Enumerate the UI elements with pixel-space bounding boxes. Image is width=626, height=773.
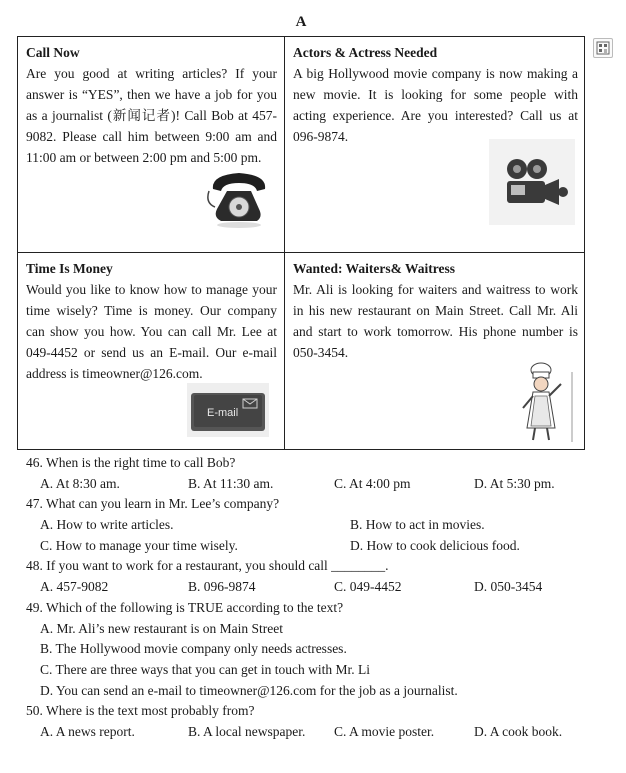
question-48: 48. If you want to work for a restaurant, you should call ________. [26,558,389,574]
option: A. 457-9082 [40,579,109,595]
email-key-label: E-mail [207,407,239,419]
ad-title: Time Is Money [26,261,113,276]
options-49-d [26,681,606,702]
section-letter: A [295,14,307,30]
option: B. A local newspaper. [188,724,306,740]
ad-title: Call Now [26,45,80,60]
options-49-a [26,619,606,640]
options-46 [26,474,606,495]
option: A. How to write articles. [40,517,174,533]
options-47-row1 [26,515,606,536]
ad-body: Would you like to know how to manage your time wisely? Time is money. Our company can show you how. You can call Mr. Lee at 049-4452 or send us an E-mail. Our e-mail address is timeowner@126.com. [26,282,277,381]
question-47: 47. What can you learn in Mr. Lee’s company? [26,496,280,512]
chef-icon [515,362,577,449]
option: A. A news report. [40,724,135,740]
options-49-c [26,660,606,681]
options-50 [26,722,606,743]
options-49-b [26,639,606,660]
option: B. How to act in movies. [350,517,485,533]
option: C. At 4:00 pm [334,475,411,491]
option: C. A movie poster. [334,724,435,740]
ad-body: A big Hollywood movie company is now making a new movie. It is looking for some people with acting experience. Are you interested? Call us at 096-9874. [293,66,578,144]
option: C. There are three ways that you can get in touch with Mr. Li [40,661,371,677]
question-49: 49. Which of the following is TRUE according to the text? [26,599,344,615]
options-48 [26,577,606,598]
telephone-icon [205,167,269,234]
option: C. How to manage your time wisely. [40,537,238,553]
option: D. At 5:30 pm. [474,475,555,491]
ad-body: Are you good at writing articles? If your answer is “YES”, then we have a job for you as a journalist (新闻记者)! Call Bob at 457-9082. Please call him between 9:00 am and 11:00 am or between 2:00 pm and 5:00 pm. [26,66,277,165]
option: D. 050-3454 [474,579,543,595]
scan-icon[interactable] [593,38,613,58]
option: D. A cook book. [474,724,563,740]
movie-camera-icon [489,139,575,230]
option: B. The Hollywood movie company only needs actresses. [40,641,347,657]
ad-body: Mr. Ali is looking for waiters and waitress to work in his new restaurant on Main Street. Call Mr. Ali and start to work tomorrow. His phone number is 050-3454. [293,282,578,360]
option: B. At 11:30 am. [188,475,274,491]
option: D. You can send an e-mail to timeowner@126.com for the job as a journalist. [40,682,458,698]
option: C. 049-4452 [334,579,402,595]
option: A. At 8:30 am. [40,475,120,491]
questions-section [26,453,606,743]
ad-title: Wanted: Waiters& Waitress [293,261,455,276]
question-46: 46. When is the right time to call Bob? [26,455,236,470]
option: A. Mr. Ali’s new restaurant is on Main Street [40,620,283,636]
option: B. 096-9874 [188,579,256,595]
ad-title: Actors & Actress Needed [293,45,438,60]
options-47-row2 [26,536,606,557]
email-key-icon [187,383,269,437]
question-50: 50. Where is the text most probably from? [26,703,255,719]
ads-grid [17,36,585,450]
option: D. How to cook delicious food. [350,537,520,553]
